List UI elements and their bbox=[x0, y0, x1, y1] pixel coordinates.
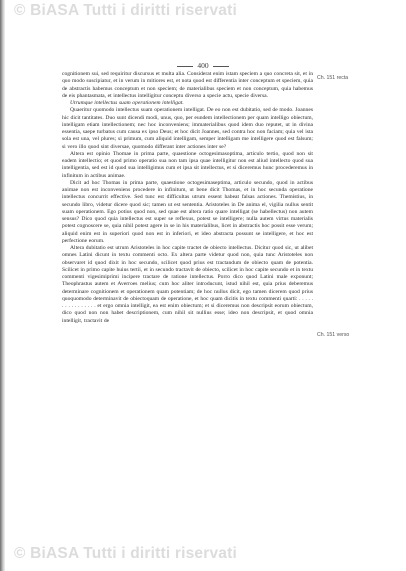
watermark-top: © BiASA Tutti i diritti riservati bbox=[14, 2, 237, 19]
paragraph: Altera est opinio Thomae in prima parte, quaestione octogesimasoptima, articulo tertio, quod non sit eadem intellectio; et quod primo operatio sua non tam ipsa quae intelligitur non est aliud intellecto quod sua intelligentia, sed est id quod sua intelligimus cum et ipsa sit intellectus, et si diceremus hunc procederemus in infinitum in actibus animae. bbox=[62, 150, 313, 179]
paragraph: Quaeritur quomodo intellectus suam operationem intelligat. De eo non est dubitatio, sed de modo. Joannes hic dicit tantitates. Duo sunt dicendi modi, unus, quo, per eundem intellectionem per quam intelligo obiectum, intelligam etiam intellectionem; nec hoc inconveniens; immaterialibus quod idem duo reputet, ut in divina essentia, saepe turbatus cum causa ex ipso Deus; et hoc dicit Joannes, sed contra hoc non faciam; quia vel ista sola est una, vel plures; si primum, cum aliquid intelligam, semper intelligam me intelligere quod est falsum; si vero illo quod sint diversae, quomodo differant inter actiones inter se? bbox=[62, 107, 313, 150]
paragraph-continuation: cognitionem sui, sed requiritur discursus et multa alia. Considerat enim istam speciem a quo concreta sit, et in quo modo suscipiatur, et in verum in mitiores est, et nota quod est differentia inter conceptum et speciem, quia de abstractis habemus conceptum et non speciem; de materialibus speciem et non conceptum, quia habemus de eis phantasmata, et intellectus intelligitur conceptu diverso a specie actu, specie diversa. bbox=[62, 71, 313, 99]
document-body bbox=[62, 71, 313, 325]
scan-edge-shadow bbox=[0, 0, 5, 571]
paragraph: Altera dubitatio est utrum Aristoteles in hoc capite tractet de obiecto intellectus. Dicitur quod sic, ut alibet omnes Latini dicunt in textu commenti octo. Ex altera parte videtur quod non, quia tunc Aristoteles non observaret id quod dixit in hoc secundo, scilicet quod prius est tractandum de obiecto quam de potentia. Scilicet in primo capite huius tertii, et in secundo tractavit de obiecto, scilicet in hoc capite secundo et in textu commenti vigesimiprimi incipere tractare de ratione intellectus. Porro dico quod Latini male exponunt; Theophrastus autem et Averroes melius; cum hoc aliter introducunt, istud nihil est, quia prius deberemus determinare cognitionem et operationem quam potentiam; de hoc nullus dicit, ego tamen dicerem quod prius quoquomodo determinavit de obiectoquam de operatione, et hoc quam dicitis in textu commenti quarti: . . . . . . . . . . . . . . . . et ergo omnia intelligit, ea est enim obiectum; et si diceremus non descripsit eorum obiectum, dico quod non non habet descriptionem, cum nihil sit nullius esse; ideo non descripsit, et quod omnia intelligit, tractavit de bbox=[62, 245, 313, 324]
paragraph: Dicit ad hoc Thomas in prima parte, quaestione octogesimaseptima, articulo secundo, quod in actibus animae non est inconveniens procedere in infinitum, ut bene dicit Thomas, et in hoc secunda operatione intellectus concurrit effective. Sed tunc est difficultas utrum essent habeat falsas actiones. Themistius, in secundo libro, videtur dicere quod sic; tamen ut est sententia. Aristoteles in De anima el, vigilia nullus sentit suam operationem. Ego potius quod non, sed quae est altera ratio quare intelligat (se habellectus) non autem sensus? Dico quod quia intellectus est super se reflexus, potest se intelligere; nulla autem virtus materialis potest cognoscere se, quia nihil potest agere in se in his materialibus, licet in abstractis hoc possit esse verum; aliquid enim est in superiori quod non est in inferiori, et ideo abstracta possunt se intelligere, et hoc est perfectione eorum. bbox=[62, 179, 313, 244]
section-heading: Utrumque intellectus suam operationem intelligat. bbox=[70, 100, 184, 106]
watermark-bottom: © BiASA Tutti i diritti riservati bbox=[14, 545, 237, 562]
margin-note-verso: Ch. 151 verso bbox=[317, 332, 350, 338]
page-number: 400 bbox=[0, 61, 406, 71]
margin-note-recta: Ch. 151 recta bbox=[317, 75, 349, 81]
